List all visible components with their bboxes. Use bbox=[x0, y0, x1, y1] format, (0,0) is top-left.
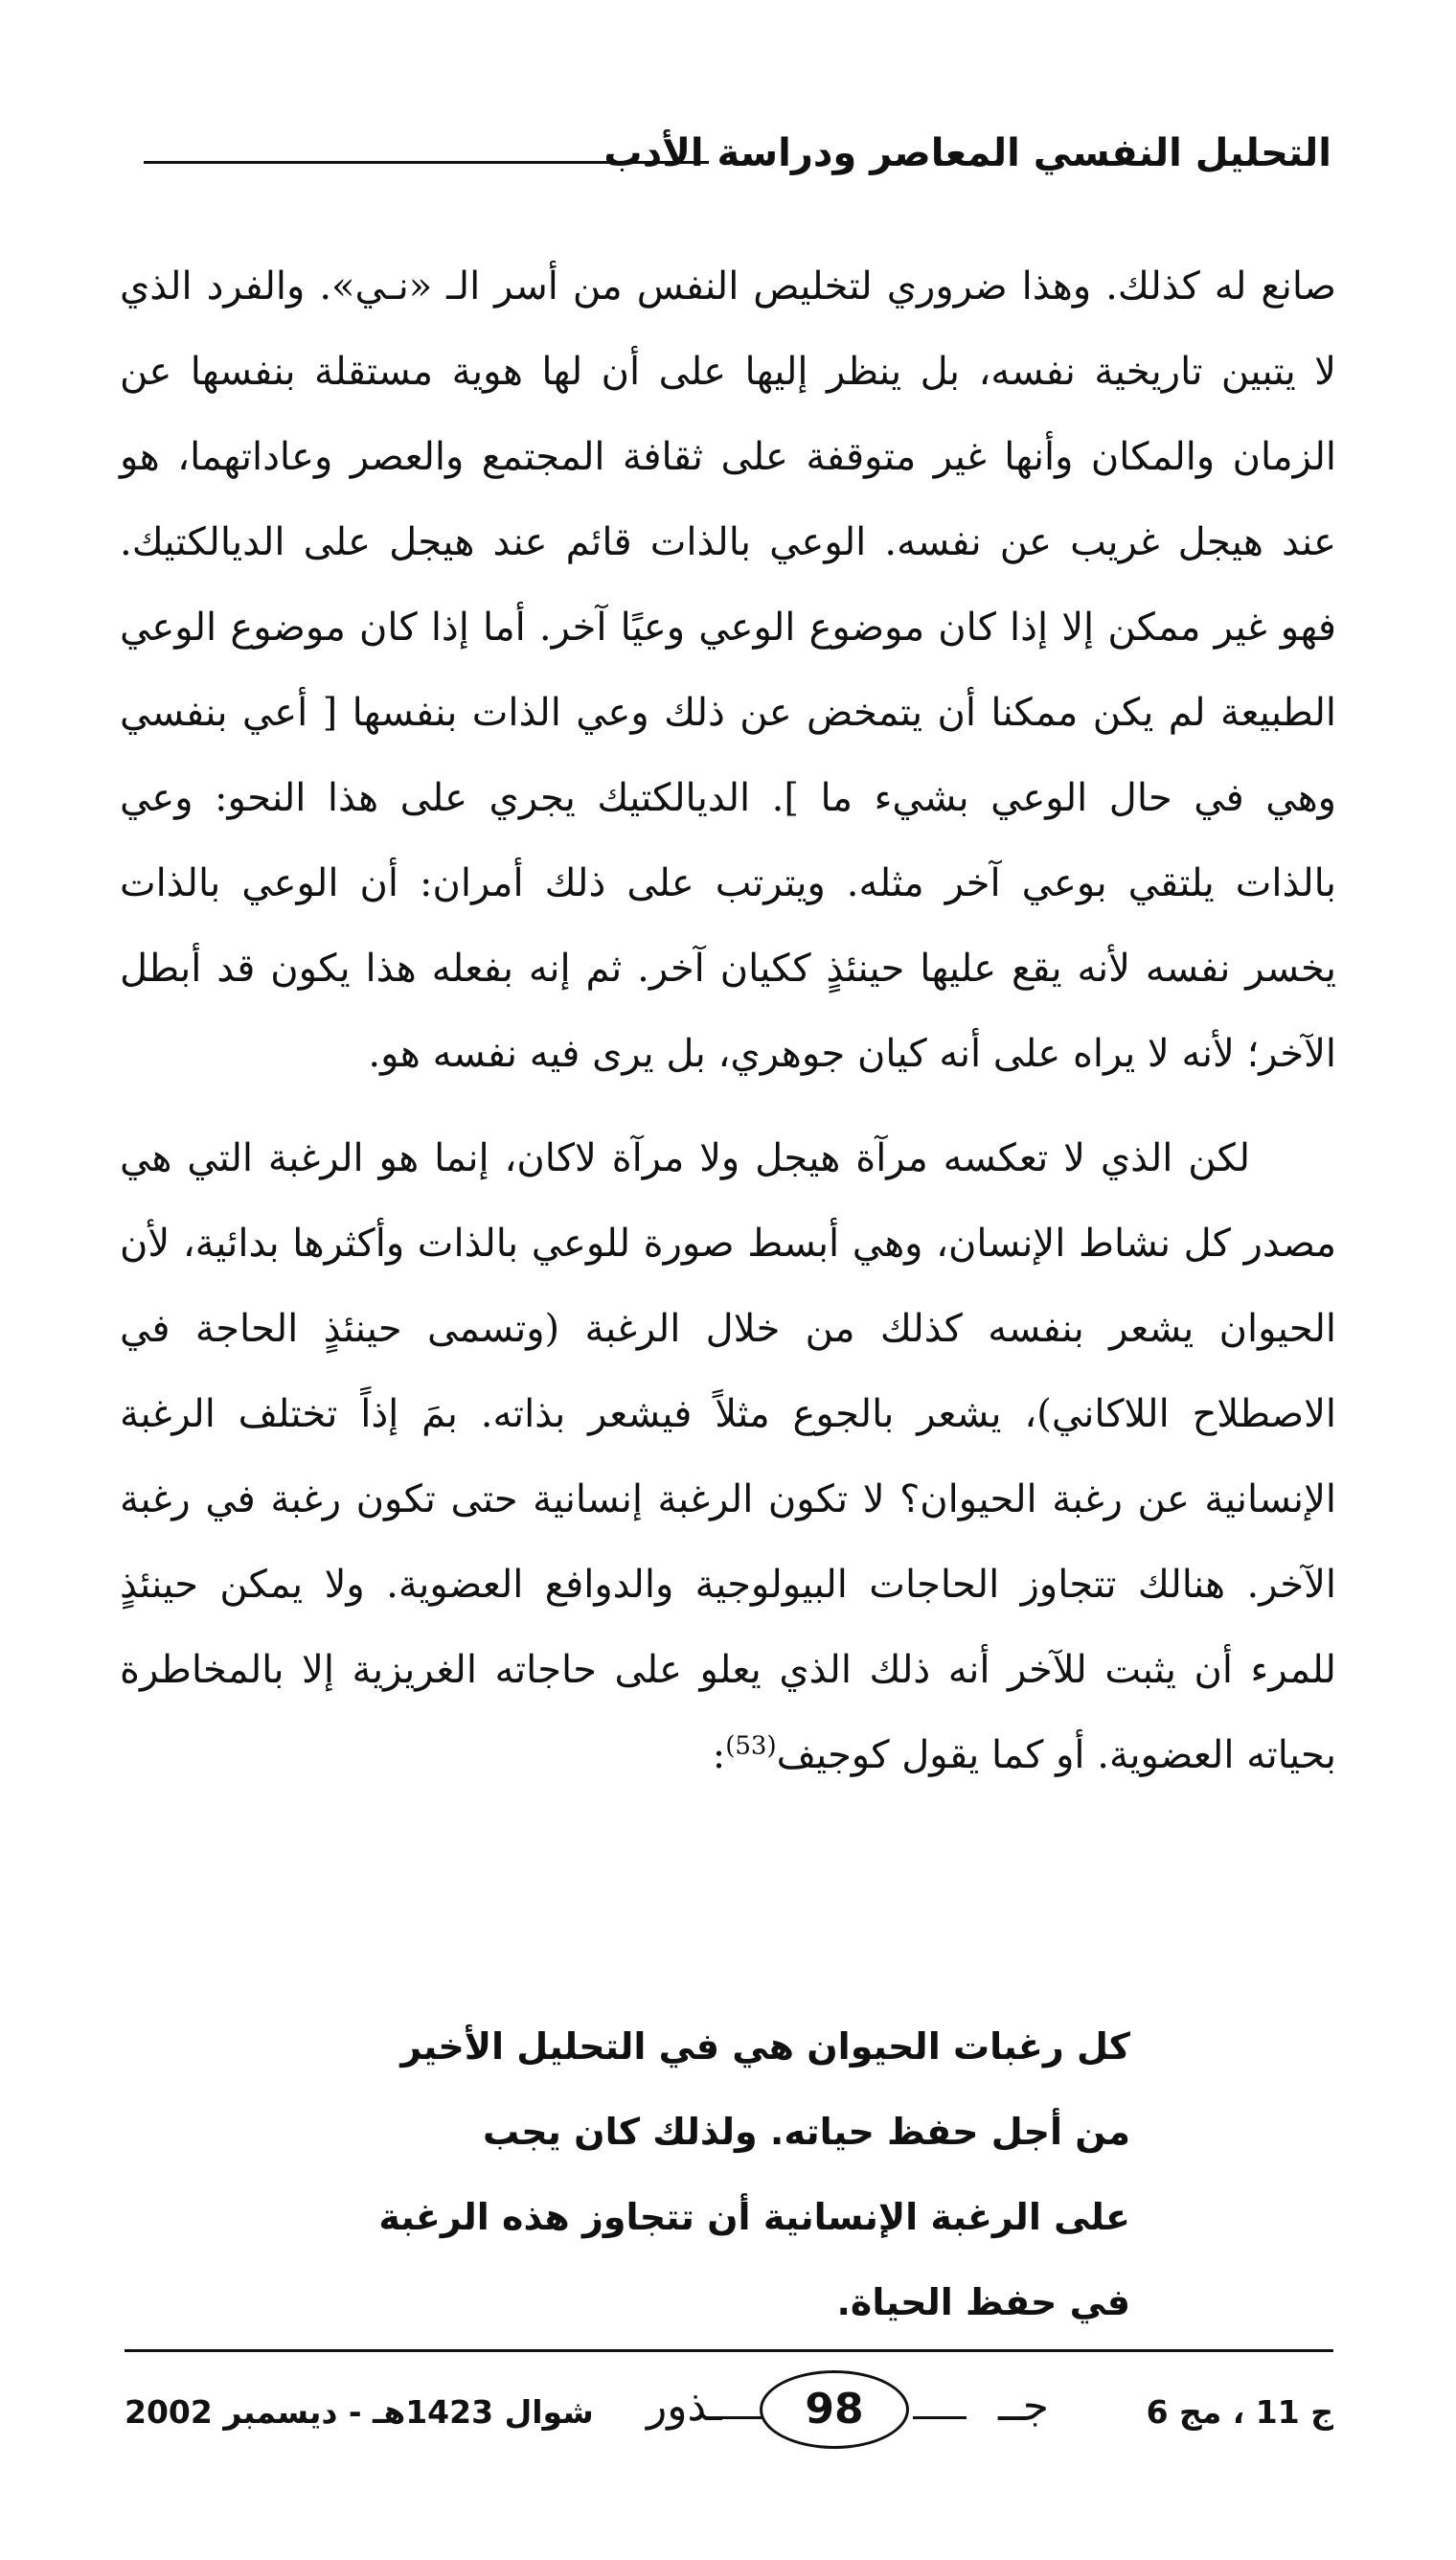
journal-name-left: ـذور bbox=[647, 2382, 722, 2431]
volume-info: ج 11 ، مج 6 bbox=[1146, 2393, 1333, 2431]
journal-name-right: جــ bbox=[998, 2382, 1049, 2431]
journal-kashida-right bbox=[913, 2416, 967, 2419]
issue-date: شوال 1423هـ - ديسمبر 2002 bbox=[125, 2393, 594, 2431]
paragraph-2-end: : bbox=[712, 1733, 726, 1777]
paragraph-1: صانع له كذلك. وهذا ضروري لتخليص النفس من أسر الـ «نـي». والفرد الذي لا يتبين تاريخية نفسه، بل ينظر إليها على أن لها هوية مستقلة بنفسها عن الزمان والمكان وأنها غير متوقفة على ثقافة المجتمع والعصر وعاداتهما، هو عند هيجل غريب عن نفسه. الوعي بالذات قائم عند هيجل على الديالكتيك. فهو غير ممكن إلا إذا كان موضوع الوعي وعيًا آخر. أما إذا كان موضوع الوعي الطبيعة لم يكن ممكنا أن يتمخض عن ذلك وعي الذات بنفسها [ أعي بنفسي وهي في حال الوعي بشيء ما ]. الديالكتيك يجري على هذا النحو: وعي بالذات يلتقي بوعي آخر مثله. ويترتب على ذلك أمران: أن الوعي بالذات يخسر نفسه لأنه يقع عليها حينئذٍ ككيان آخر. ثم إنه بفعله هذا يكون قد أبطل الآخر؛ لأنه لا يراه على أنه كيان جوهري، بل يرى فيه نفسه هو. bbox=[120, 264, 1336, 1076]
paragraph-2 bbox=[120, 1116, 1336, 1798]
page-number: 98 bbox=[760, 2370, 909, 2449]
quote-line: من أجل حفظ حياته. ولذلك كان يجب bbox=[483, 2111, 1130, 2153]
running-title: التحليل النفسي المعاصر ودراسة الأدب bbox=[603, 131, 1331, 175]
page-header bbox=[144, 125, 1331, 182]
footer-rule bbox=[125, 2349, 1333, 2352]
paragraph-2-text: لكن الذي لا تعكسه مرآة هيجل ولا مرآة لاكان، إنما هو الرغبة التي هي مصدر كل نشاط الإنسان، وهي أبسط صورة للوعي بالذات وأكثرها بدائية، لأن الحيوان يشعر بنفسه كذلك من خلال الرغبة (وتسمى حينئذٍ الحاجة في الاصطلاح اللاكاني)، يشعر بالجوع مثلاً فيشعر بذاته. بمَ إذاً تختلف الرغبة الإنسانية عن رغبة الحيوان؟ لا تكون الرغبة إنسانية حتى تكون رغبة في رغبة الآخر. هنالك تتجاوز الحاجات البيولوجية والدوافع العضوية. ولا يمكن حينئذٍ للمرء أن يثبت للآخر أنه ذلك الذي يعلو على حاجاته الغريزية إلا بالمخاطرة بحياته العضوية. أو كما يقول كوجيف bbox=[120, 1136, 1336, 1777]
footnote-reference: (53) bbox=[725, 1731, 777, 1761]
journal-name bbox=[647, 2370, 1049, 2457]
block-quote bbox=[364, 2004, 1130, 2345]
body-text bbox=[120, 244, 1336, 1798]
quote-line: كل رغبات الحيوان هي في التحليل الأخير bbox=[400, 2025, 1130, 2068]
quote-line: على الرغبة الإنسانية أن تتجاوز هذه الرغبة bbox=[378, 2196, 1130, 2238]
page-footer bbox=[125, 2366, 1333, 2472]
quote-line: في حفظ الحياة. bbox=[836, 2281, 1130, 2323]
